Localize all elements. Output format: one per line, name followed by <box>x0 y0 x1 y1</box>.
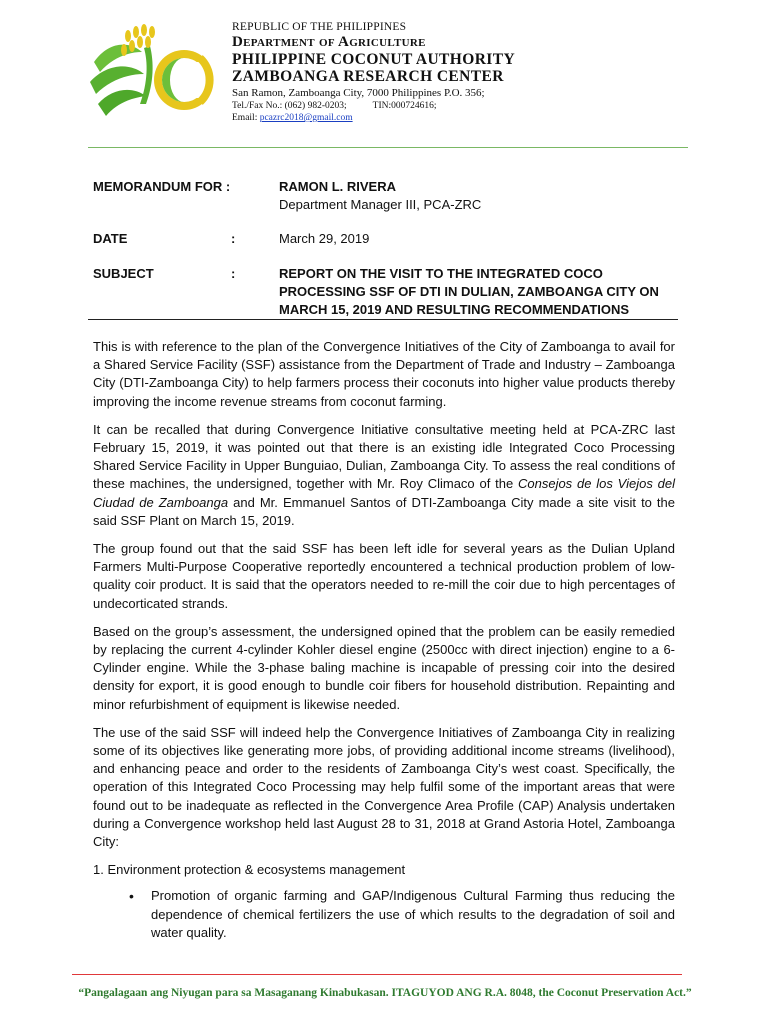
bullet-icon: • <box>129 888 134 905</box>
pca-logo-icon <box>88 22 216 126</box>
letterhead <box>232 20 515 124</box>
memo-for-name: RAMON L. RIVERA <box>279 179 396 194</box>
tel-text: Tel./Fax No.: (062) 982-0203; <box>232 101 347 111</box>
letterhead-department: Department of Agriculture <box>232 34 426 50</box>
memo-date-value: March 29, 2019 <box>279 231 370 246</box>
memo-subject-label: SUBJECT <box>93 266 154 281</box>
paragraph-2-end: and Mr. Emmanuel Santos of DTI-Zamboanga City made a site visit to the said SSF Plant on March 15, 2019. <box>93 494 676 528</box>
paragraph-1: This is with reference to the plan of the Convergence Initiatives of the City of Zamboanga to avail for a Shared Service Facility (SSF) assistance from the Department of Trade and Industry – Zamboanga City (DTI-Zamboanga City) to help farmers process their coconuts into higher value products thereby improving the income revenue streams from coconut farming. <box>93 339 675 409</box>
paragraph-5: The use of the said SSF will indeed help the Convergence Initiatives of Zamboanga City in realizing some of its objectives like generating more jobs, of providing additional income streams (livelihood), and enhancing peace and order to the residents of Zamboanga City’s west coast. Specifically, the operation of this Integrated Coco Processing may help fulfil some of the important areas that were found out to be inadequate as reflected in the Convergence Area Profile (CAP) Analysis undertaken during a Convergence workshop held last August 28 to 31, 2018 at Grand Astoria Hotel, Zamboanga City: <box>93 724 675 850</box>
memo-for-title: Department Manager III, PCA-ZRC <box>279 197 482 212</box>
letterhead-address: San Ramon, Zamboanga City, 7000 Philippines P.O. 356; <box>232 87 485 99</box>
memo-date-label: DATE <box>93 231 128 246</box>
memo-for-label: MEMORANDUM FOR : <box>93 179 231 194</box>
letterhead-republic: REPUBLIC OF THE PHILIPPINES <box>232 21 407 33</box>
memo-date-colon: : <box>231 231 236 246</box>
paragraph-3: The group found out that the said SSF has been left idle for several years as the Dulian Upland Farmers Multi-Purpose Cooperative reportedly encountered a technical production problem of low-quality coir product. It is said that the operators needed to re-mill the coir due to high percentages of undecorticated strands. <box>93 541 675 611</box>
memo-subject-value: REPORT ON THE VISIT TO THE INTEGRATED COCO PROCESSING SSF OF DTI IN DULIAN, ZAMBOANGA CITY ON MARCH 15, 2019 AND RESULTING RECOMMENDATIONS <box>279 266 659 317</box>
footer-divider <box>72 974 682 975</box>
email-link[interactable]: pcazrc2018@gmail.com <box>259 113 353 123</box>
bullet-item-1 <box>93 887 675 942</box>
paragraph-2 <box>93 421 675 530</box>
letterhead-center: ZAMBOANGA RESEARCH CENTER <box>232 68 504 85</box>
paragraph-2-italic: Consejos de los Viejos del Ciudad de Zamboanga <box>93 476 675 510</box>
footer-slogan: “Pangalagaan ang Niyugan para sa Masaganang Kinabukasan. ITAGUYOD ANG R.A. 8048, the Coconut Preservation Act.” <box>78 987 692 999</box>
paragraph-4: Based on the group’s assessment, the undersigned opined that the problem can be easily remedied by replacing the current 4-cylinder Kohler diesel engine (2500cc with direct injection) engine to a 6-Cylinder engine. While the 3-phase baling machine is incapable of pressing coir into the desired density for export, it is good enough to bundle coir fibers for household distribution. Repainting and minor refurbishment of equipment is likewise needed. <box>93 623 675 712</box>
letterhead-authority: PHILIPPINE COCONUT AUTHORITY <box>232 51 516 68</box>
bullet-text: Promotion of organic farming and GAP/Indigenous Cultural Farming thus reducing the dependence of chemical fertilizers the use of which results to the degradation of soil and water quality. <box>151 888 675 940</box>
email-label: Email: <box>232 113 260 123</box>
letterhead-email <box>232 112 515 124</box>
letterhead-tel <box>232 100 515 112</box>
header-divider <box>88 147 688 148</box>
tin-text: TIN:000724616; <box>372 101 437 111</box>
memo-divider <box>88 319 678 320</box>
memo-body <box>93 338 675 942</box>
numbered-item-1: 1. Environment protection & ecosystems management <box>93 862 406 878</box>
paragraph-2-start: It can be recalled that during Convergence Initiative consultative meeting held at PCA-ZRC last February 15, 2019, it was pointed out that there is an existing idle Integrated Coco Processing Shared Service Facility in Upper Bunguiao, Dulian, Zamboanga City. To assess the real conditions of these machines, the undersigned, together with Mr. Roy Climaco of the <box>93 421 675 492</box>
memo-subject-colon: : <box>231 266 236 281</box>
